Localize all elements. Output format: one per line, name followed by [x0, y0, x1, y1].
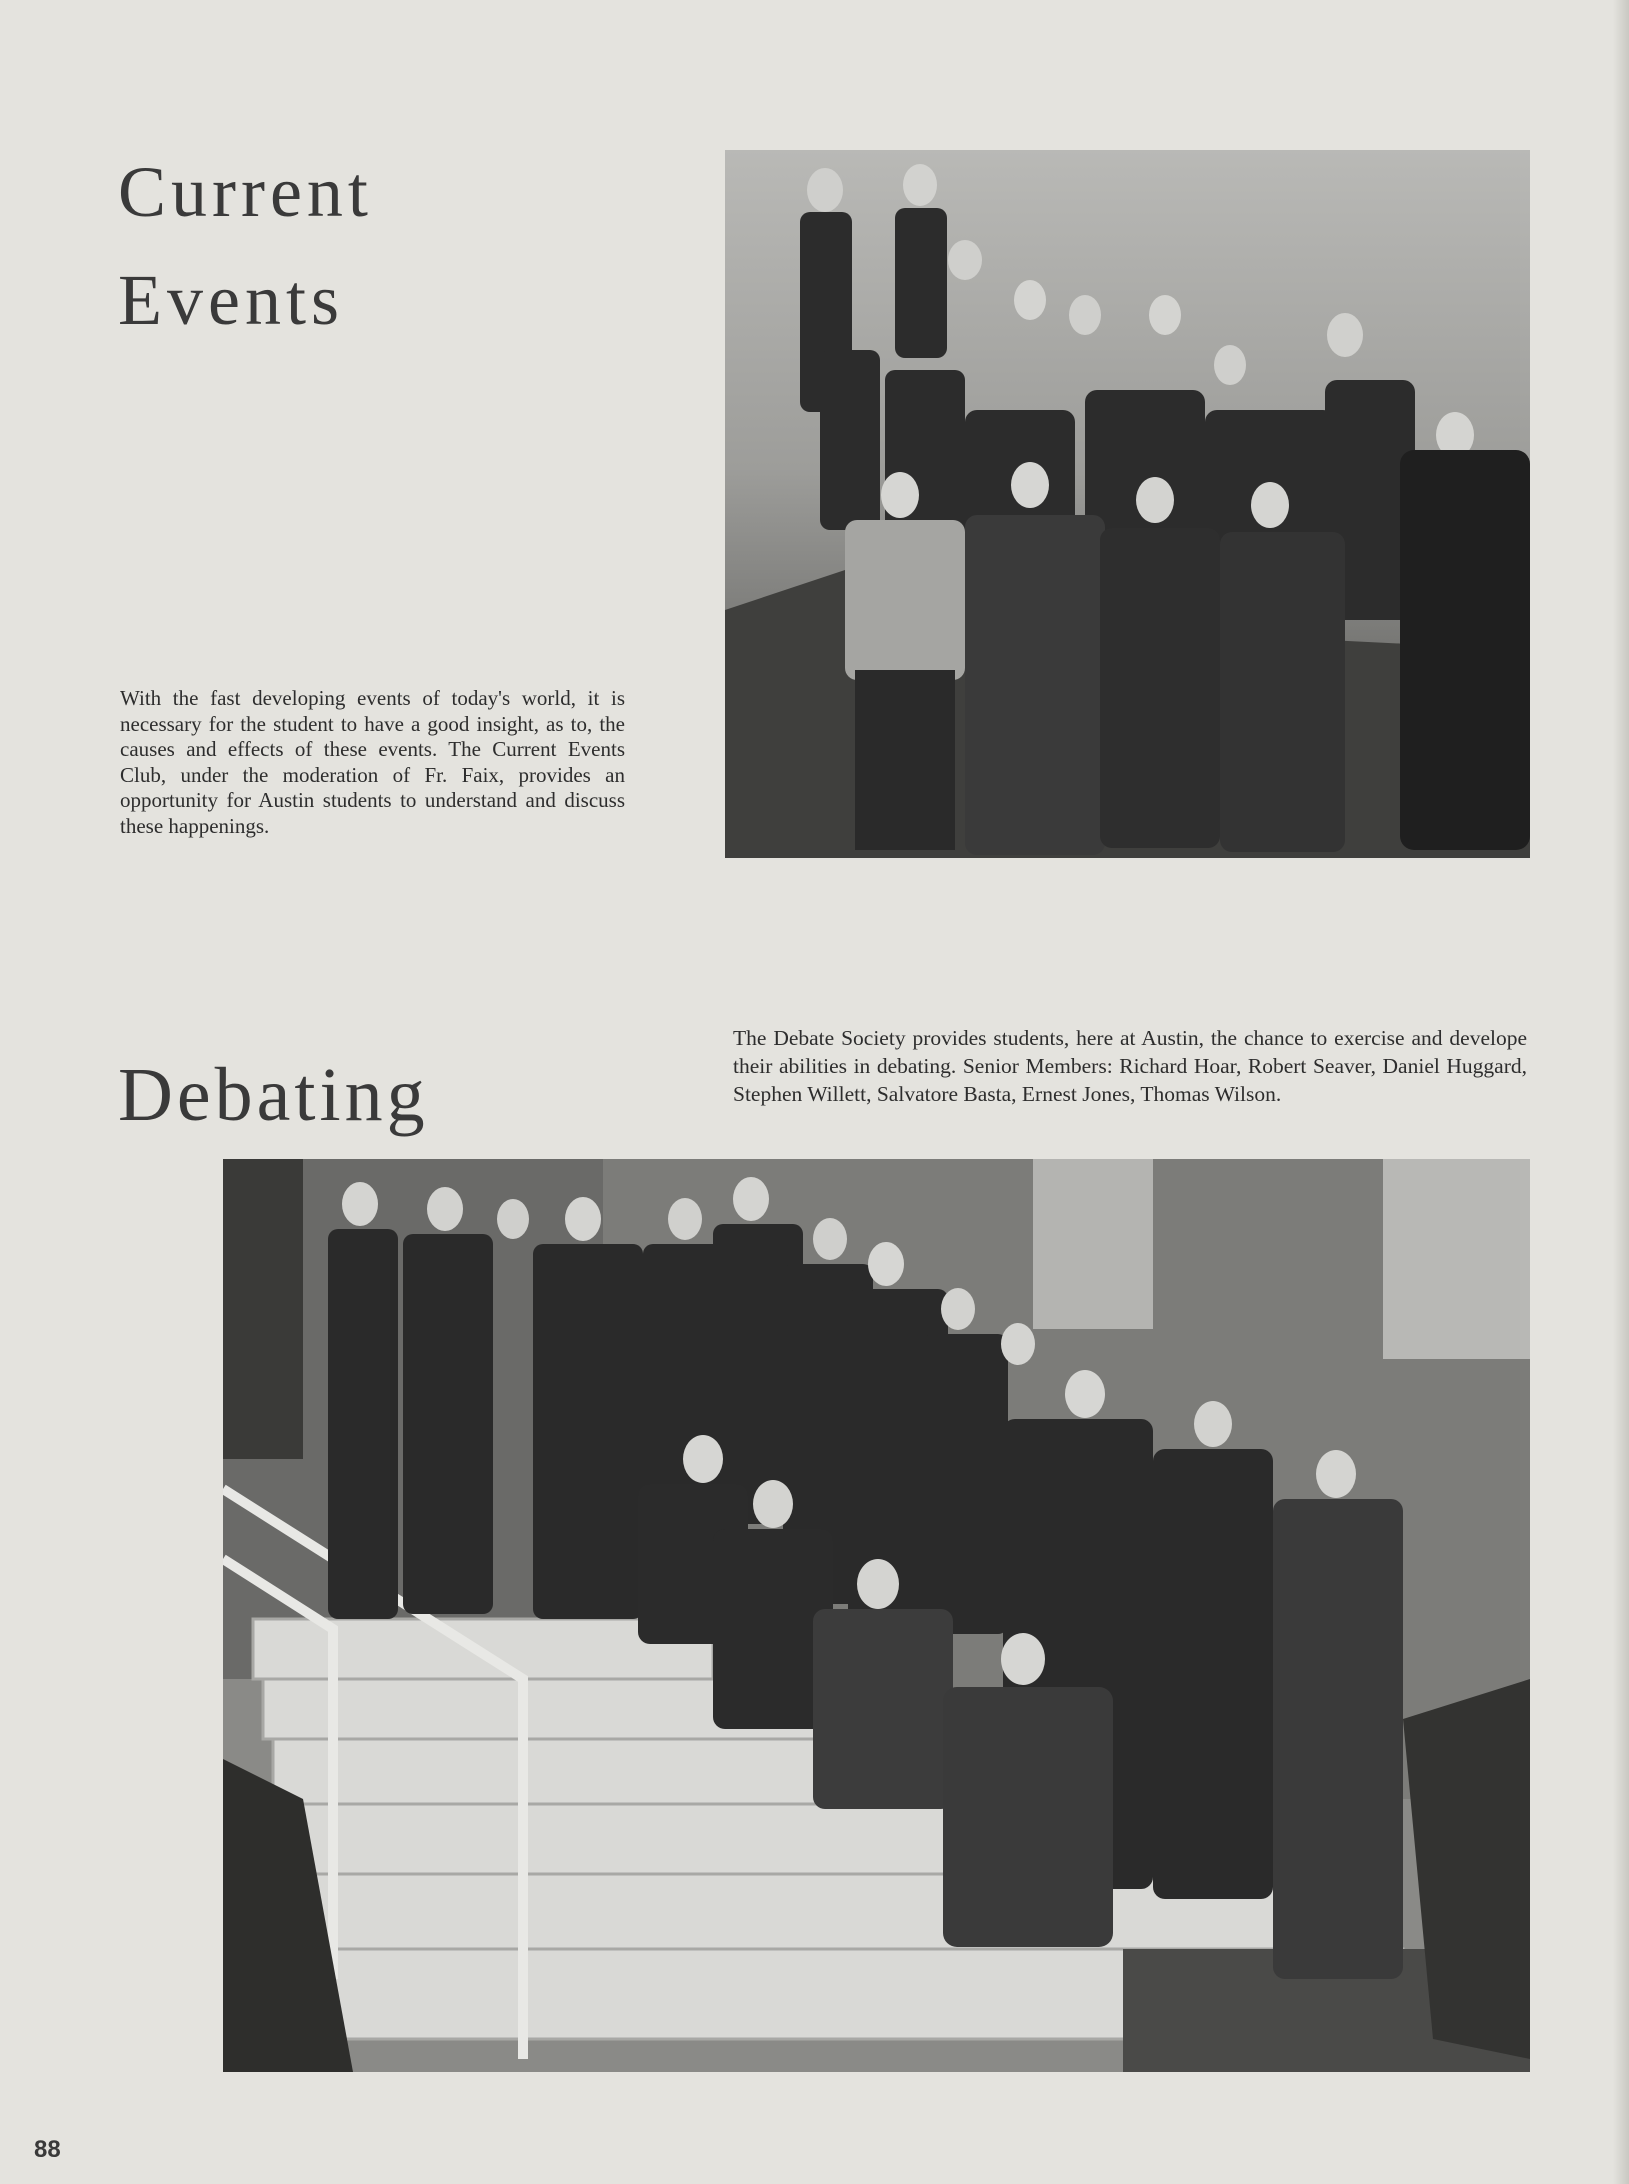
current-events-description: With the fast developing events of today's world, it is necessary for the student to have a good insight, as to, the causes and effects of these events. The Current Events Club, under the moderation of Fr. Faix, provides an opportunity for Austin students to understand and discuss these happenings. — [120, 686, 625, 838]
debating-heading: Debating — [118, 1053, 429, 1137]
current-events-heading-line2: Events — [118, 260, 344, 340]
page-number: 88 — [34, 2136, 61, 2163]
page-edge-shadow — [1613, 0, 1629, 2184]
debating-description: The Debate Society provides students, here at Austin, the chance to exercise and develope their abilities in debating. Senior Members: Richard Hoar, Robert Seaver, Daniel Huggard, Stephen Willett, Salvatore Basta, Ernest Jones, Thomas Wilson. — [733, 1026, 1527, 1106]
debating-group-photo — [223, 1159, 1530, 2072]
current-events-heading — [118, 138, 373, 354]
current-events-heading-line1: Current — [118, 152, 373, 232]
current-events-group-photo — [725, 150, 1530, 858]
